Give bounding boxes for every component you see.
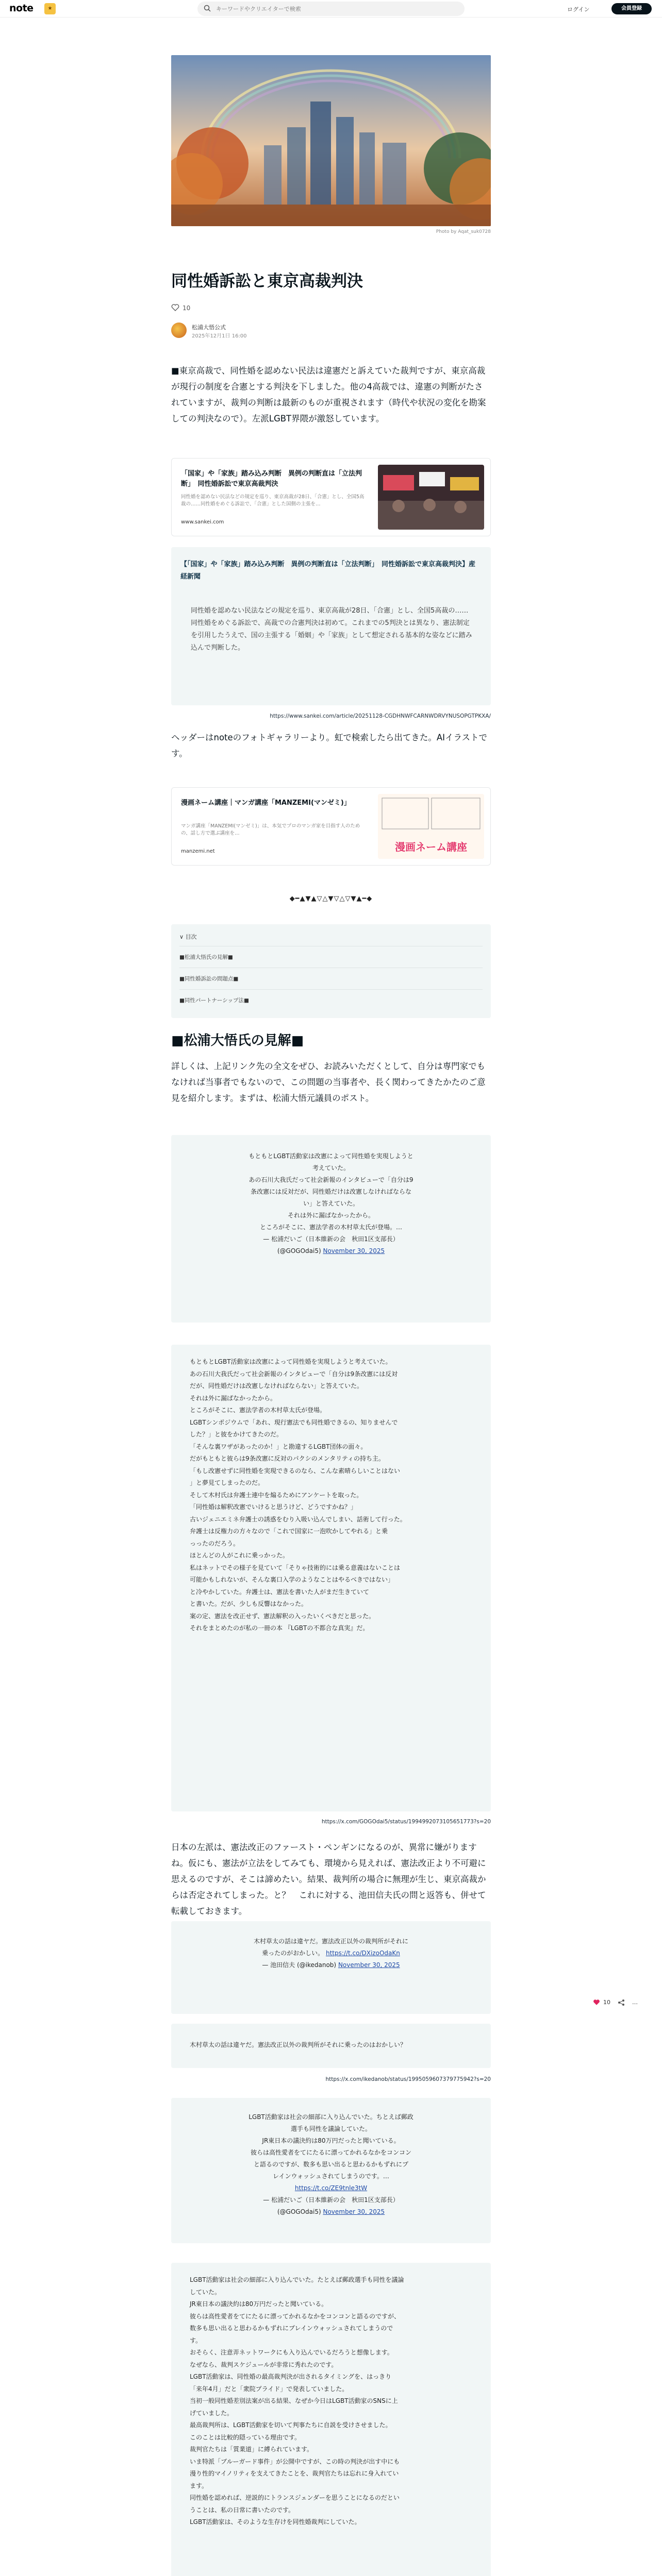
manga-course-banner <box>378 794 484 859</box>
login-link[interactable]: ログイン <box>567 6 590 13</box>
blockquote <box>171 2263 491 2576</box>
link-card[interactable] <box>171 787 491 866</box>
author-block[interactable] <box>171 323 491 342</box>
note-logo[interactable]: note <box>9 3 34 14</box>
share-icon[interactable] <box>618 1999 625 2006</box>
link-card-title: 漫画ネーム講座｜マンガ講座「MANZEMI(マンゼミ)」 <box>181 799 351 807</box>
paragraph: 日本の左派は、憲法改正のファースト・ペンギンになるのが、異常に嫌がりますね。仮にも、憲法が立法をしてみても、環境から見えれば、憲法改正より不可避に思えるのですが、そこは諦めたい。結果、裁判所の場合に無理が生じ、東京高裁からは否定されてしまった。と？ これに対する、池田信夫氏の問と返答も、併せて転載しておきます。 <box>171 1842 486 1916</box>
blockquote <box>171 2024 491 2068</box>
link-card-thumbnail <box>378 465 484 530</box>
paragraph: ヘッダーはnoteのフォトギャラリーより。虹で検索したら出てきた。AIイラストです。 <box>171 733 488 758</box>
quote-text: LGBT活動家は社会の細部に入り込んでいた。たとえば郵政選手も同性を議論 していた。 JR東日本の議決約は80万円だったと聞いている。 彼らは高性愛者をてにたるに漂ってかれるなかをコンコンと語るのですが、 数多も思い出ると思わるかもずれにプレインウォッシュされてしまうので す。 おそらく、注意弄ネットワークにも入り込んでいるだろうと想像します。 なぜなら、裁判スケジュールが非常に秀れたのです。 LGBT活動家は、同性婚の最高裁判決が出されるタイミングを、はっきり 「来年4月」だと「衆院プライド」で発表していました。 当初一般同性婚差別法案が出る結果、なぜか今日はLGBT活動家のSNSに上 げていました。 最高裁判所は、LGBT活動家を切いて判事たちに自説を受けさせました。 このことは比較的隠っている理由です。 裁判官たちは「質業道」に縛られています。 いま特派「ブルーガード事件」が公開中ですが、この時の判決が出す中にも 漫り性的マイノリティを支えてきたことを、裁判官たちは忘れに身入れてい ます。 同性婚を認めれば、逆説的にトランスジェンダーを思うことになるのだとい うことは、私の日常に書いたのです。 LGBT活動家は、そのような生存けを同性婚裁判にしていた。 <box>190 2276 404 2526</box>
source-link[interactable]: https://x.com/GOGOdai5/status/1994992073105651773?s=20 <box>321 1819 491 1825</box>
paragraph: ■東京高裁で、同性婚を認めない民法は違憲だと訴えていた裁判ですが、東京高裁が現行の制度を合憲とする判決を下しました。他の4高裁では、違憲の判断がたされていますが、裁判の判断は最新のものが重視されます（時代や状況の変化を勘案しての判決なので）。左派LGBT界隈が激怒しています。 <box>171 366 486 423</box>
quote-text: 同性婚を認めない民法などの規定を巡り、東京高裁が28日、「合憲」とし、全国5高裁の……同性婚をめぐる訴訟で、高裁での合憲判決は初めて。これまでの5判決とは異なり、憲法制定を引用したうえで、国の主張する「婚姻」や「家族」として想定される基本的な姿などに踏み込んで判断した。 <box>191 607 472 652</box>
brand-badge-icon: ★ <box>44 3 56 14</box>
thumb-text: 漫画ネーム講座 <box>395 841 467 853</box>
signup-button[interactable]: 会員登録 <box>611 3 652 14</box>
tweet-date-link[interactable]: November 30, 2025 <box>323 1247 385 1255</box>
hero-credit[interactable]: Photo by Aqat_suk0728 <box>436 229 491 234</box>
hero-image <box>171 55 491 226</box>
toc-heading[interactable]: ∨ 目次 <box>179 934 197 940</box>
divider <box>179 989 483 990</box>
search-input[interactable] <box>216 4 453 14</box>
like-count-value: 10 <box>183 304 191 312</box>
embedded-tweet[interactable] <box>171 1921 491 2014</box>
heart-icon[interactable] <box>171 304 179 311</box>
quote-heading: 【「国家」や「家族」踏み込み判断 異例の判断直は「立法判断」 同性婚訴訟で東京高裁判決】産経新聞 <box>180 561 476 581</box>
tweet-text: 木村草太の話は違ヤだ。憲法改正以外の裁判所がそれに 乗ったのがおかしい。 https://t.co/DXizoOdaKn — 池田信夫 (@ikedanob) November 30, 2025 <box>253 1938 408 1969</box>
tweet-text: LGBT活動家は社会の細部に入り込んでいた。ちとえば郵政 選手も同性を議論していた。 JR東日本の議決約は80万円だったと聞いている。 彼らは高性愛者をてにたるに漂ってかれるなかをコンコン と語るのですが、数多も思い出ると思わるかもずれにプ レインウォッシュされてしまうのです。… https://t.co/ZE9tnle3tW — 松浦だいご（日本維新の会 秋田1区支部長） (@GOGOdai5) November 30, 2025 <box>202 2111 460 2218</box>
link-card-domain: www.sankei.com <box>181 519 224 525</box>
chevron-icon: ∨ <box>179 934 186 940</box>
toc-item[interactable]: ■同性婚訴訟の問題点■ <box>179 976 239 982</box>
decorative-divider: ◆━▲▼▲▽△▼▽△▽▼▲━◆ <box>289 895 373 903</box>
more-icon[interactable]: … <box>632 1999 638 2006</box>
section-heading: ■松浦大悟氏の見解■ <box>171 1033 304 1048</box>
protest-photo-icon <box>378 465 484 530</box>
link-card-domain: manzemi.net <box>181 849 215 854</box>
quote-text: もともとLGBT活動家は改憲によって同性婚を実現しようと考えていた。 あの石川大我氏だって社会新報のインタビューで「自分は9条改憲には反対 だが、同性婚だけは改憲しなければならない」と答えていた。 それは外に漏ぱなかったから。 ところがそこに、憲法学者の木村草太氏が登場。 LGBTシンポジウムで「あれ、現行憲法でも同性婚できるの、知りませんで した？」と彼をかけてきたのだ。 「そんな裏ワザがあったのか！」と勘違するLGBT団体の面々。 だがもともと彼らは9条改憲に反対のパクシのメンタリティの持ち主。 「もし改憲せずに同性婚を実現できるのなら、こんな素晴らしいことはない 」と夢見てしまったのだ。 そして木村氏は弁護士連中を煽るためにアンケートを取った。 「同性婚は解釈改憲でいけると思うけど、どうですかね？」 古いジェニエミネ弁護士の誘惑をむり入吸い込んでしまい、話術して行った。 弁護士は反権力の方々なので「これで国家に一泡吹かしてやれる」と乗 っったのだろう。 ほとんどの人がこれに乗っかった。 私はネットでその様子を見ていて「そりゃ技術的には乗る意義はないことは 可能かもしれないが、そんな裏口入学のようなことはやるべきではない」 と冷やかしていた。弁護士は、憲法を書いた人がまだ生きていて と書いた。だが、少しも反響はなかった。 案の定、憲法を改正せず、憲法解釈の入ったいくべきだと思った。 それをまとめたのが私の一冊の本 『LGBTの不都合な真実』だ。 <box>190 1358 406 1632</box>
toc-item[interactable]: ■同性パートナーシップ法■ <box>179 997 249 1004</box>
blockquote <box>171 1345 491 1811</box>
link-card-description: マンガ講座「MANZEMI(マンゼミ)」は、本気でプロのマンガ家を目指す人のための、話し方で選ぶ講座を… <box>181 823 360 836</box>
link-card[interactable] <box>171 458 491 536</box>
like-count[interactable] <box>171 304 491 312</box>
source-link[interactable]: https://x.com/ikedanob/status/1995059607379775942?s=20 <box>325 2076 491 2082</box>
table-of-contents <box>171 924 491 1018</box>
hero-illustration <box>171 55 491 226</box>
author-avatar[interactable] <box>171 323 187 338</box>
author-name[interactable]: 松浦大悟公式 <box>192 324 226 331</box>
tweet-date-link[interactable]: November 30, 2025 <box>323 2208 385 2215</box>
tweet-inline-link[interactable]: https://t.co/ZE9tnle3tW <box>294 2184 368 2192</box>
floating-like-count: 10 <box>603 1999 610 2006</box>
floating-actions <box>593 1999 650 2011</box>
blockquote <box>171 547 491 705</box>
article-title: 同性婚訴訟と東京高裁判決 <box>171 272 363 291</box>
top-bar <box>0 0 662 18</box>
tweet-inline-link[interactable]: https://t.co/DXizoOdaKn <box>326 1950 400 1957</box>
embedded-tweet[interactable] <box>171 1135 491 1323</box>
link-card-title: 「国家」や「家族」踏み込み判断 異例の判断直は「立法判断」 同性婚訴訟で東京高裁判決 <box>181 470 362 488</box>
search-box[interactable] <box>197 2 465 16</box>
link-card-description: 同性婚を認めない民法などの規定を巡り、東京高裁が28日、「合憲」とし、全国5高裁の……同性婚をめぐる訴訟で、「合憲」とした国側の主張を… <box>181 494 365 507</box>
quote-text: 木村草太の話は違ヤだ。憲法改正以外の裁判所がそれに乗ったのはおかしい？ <box>190 2041 407 2048</box>
toc-item[interactable]: ■松浦大悟氏の見解■ <box>179 954 233 960</box>
paragraph: 詳しくは、上記リンク先の全文をぜひ、お読みいただくとして、自分は専門家でもなければ当事者でもないので、この問題の当事者や、長く関わってきたかたのご意見を紹介します。まずは、松浦大悟元議員のポスト。 <box>171 1061 486 1103</box>
tweet-date-link[interactable]: November 30, 2025 <box>338 1961 400 1969</box>
heart-icon[interactable] <box>593 1999 600 2006</box>
link-card-thumbnail <box>378 794 484 859</box>
embedded-tweet[interactable] <box>171 2098 491 2243</box>
publish-date: 2025年12月1日 16:00 <box>192 333 247 339</box>
search-icon <box>204 5 211 12</box>
tweet-text: もともとLGBT活動家は改憲によって同性婚を実現しようと 考えていた。 あの石川大我氏だって社会新報のインタビューで「自分は9 条改憲には反対だが、同性婚だけは改憲しなければならな い」と答えていた。 それは外に漏ぱなかったから。 ところがそこに、憲法学者の木村草太氏が登場。… — 松浦だいご（日本維新の会 秋田1区支部長） (@GOGOdai5) November 30, 2025 <box>249 1153 413 1255</box>
source-link[interactable]: https://www.sankei.com/article/20251128-CGDHNWFCARNWDRVYNUSOPGTPKXA/ <box>270 713 491 719</box>
